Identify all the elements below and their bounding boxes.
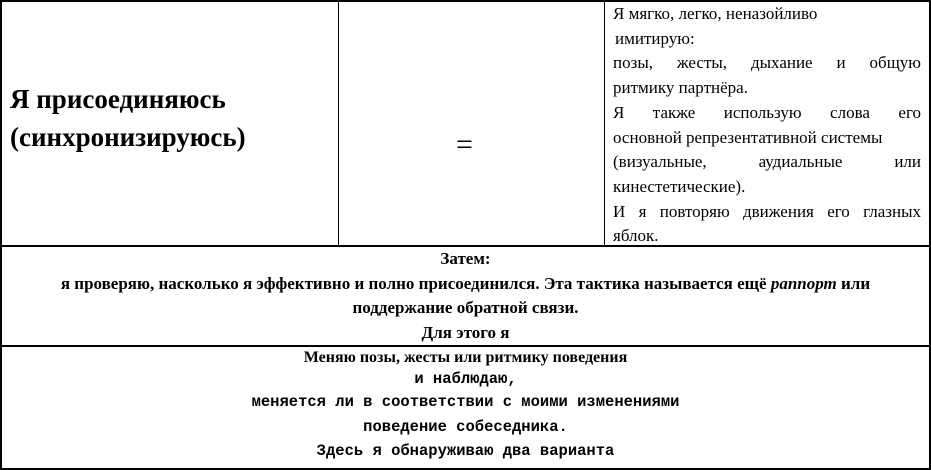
middle-row-text xyxy=(2,247,929,345)
right-line-3: позы, жесты, дыхание и общую xyxy=(613,53,921,73)
bottom-row-line-2: и наблюдаю, xyxy=(414,370,517,388)
middle-row-line-2-italic: раппорт xyxy=(770,273,837,293)
right-cell-text xyxy=(613,2,921,249)
divider-col-1 xyxy=(338,0,339,246)
right-line-10: яблок. xyxy=(613,226,659,246)
right-line-7: (визуальные, аудиальные или xyxy=(613,152,921,172)
bottom-row-line-1: Меняю позы, жесты или ритмику поведения xyxy=(303,349,628,366)
bottom-row-line-5: Здесь я обнаруживаю два варианта xyxy=(316,442,615,460)
right-line-8: кинестетические). xyxy=(613,176,746,196)
left-cell-line-1: Я присоединяюсь xyxy=(10,84,226,114)
bottom-row-line-4: поведение собеседника. xyxy=(363,418,568,436)
middle-row-line-2 xyxy=(2,272,929,297)
bottom-row-line-3: меняется ли в соответствии с моими изменениями xyxy=(251,393,680,411)
right-line-9: И я повторяю движения его глазных xyxy=(613,201,921,221)
right-line-5: Я также использую слова его xyxy=(613,102,921,122)
right-line-4: ритмику партнёра. xyxy=(613,78,748,98)
left-cell-line-2: (синхронизируюсь) xyxy=(10,122,246,152)
right-line-6: основной репрезентативной системы xyxy=(613,127,883,147)
equals-sign: = xyxy=(456,128,473,161)
bottom-row-text xyxy=(2,347,929,463)
middle-row-line-4: Для этого я xyxy=(421,322,510,342)
middle-row-line-2-start: я проверяю, насколько я эффективно и полно присоединился. Эта тактика называется ещё xyxy=(60,273,771,293)
divider-col-2 xyxy=(604,0,605,246)
right-line-1: Я мягко, легко, неназойливо xyxy=(613,4,818,23)
left-cell-title xyxy=(10,80,330,156)
middle-row-line-1: Затем: xyxy=(440,249,491,268)
right-line-2: имитирую: xyxy=(615,28,695,48)
middle-row-line-3: поддержание обратной связи. xyxy=(352,298,579,317)
middle-row-line-2-end: или xyxy=(836,273,871,293)
